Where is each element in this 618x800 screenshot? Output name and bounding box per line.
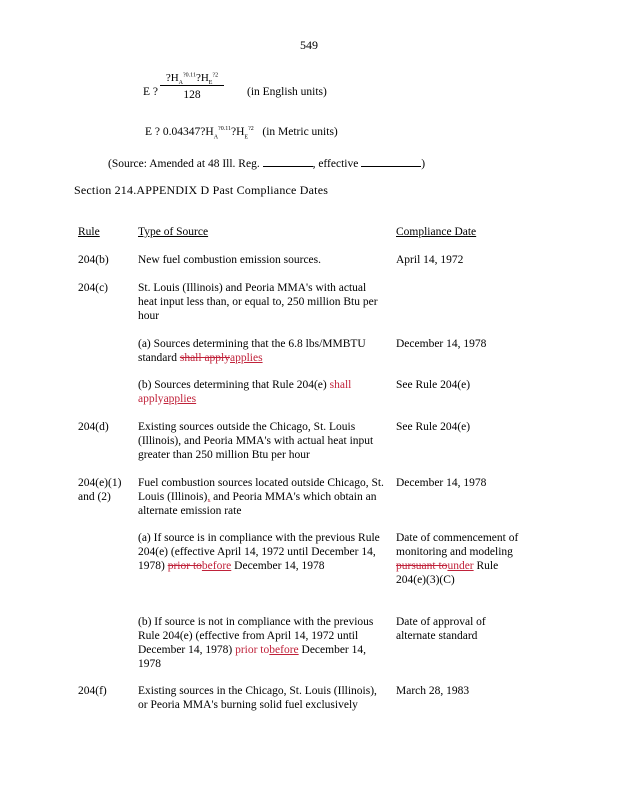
- row2-type: St. Louis (Illinois) and Peoria MMA's with actual heat input less than, or equal to, 250 million Btu per hour: [138, 282, 378, 322]
- row2b-date: See Rule 204(e): [396, 379, 471, 391]
- page-number: 549: [300, 38, 318, 52]
- row4b-type: (b) If source is not in compliance with the previous Rule 204(e) (effective from April 14, 1972 until December 14, 1978) prior tobefore December 14, 1978: [138, 616, 374, 670]
- section-title: Section 214.APPENDIX D Past Compliance Dates: [74, 183, 329, 197]
- source-note: (Source: Amended at 48 Ill. Reg. , effective ): [108, 158, 426, 170]
- row3-date: See Rule 204(e): [396, 421, 471, 433]
- row4-date: December 14, 1978: [396, 477, 487, 489]
- row5-date: March 28, 1983: [396, 685, 470, 697]
- row5-rule: 204(f): [78, 685, 107, 697]
- row4-type: Fuel combustion sources located outside Chicago, St. Louis (Illinois), and Peoria MMA's which obtain an alternate emission rate: [138, 477, 384, 517]
- formula-2: E ? $0.04347?H_A^{?0.11}?H_E^{?2}$ (in Metric units): [145, 126, 338, 141]
- row1-type: New fuel combustion emission sources.: [138, 254, 322, 266]
- header-date: Compliance Date: [396, 226, 477, 238]
- formula-1-denominator: 128: [183, 89, 201, 101]
- formula-1-numerator: $?H_A^{?0.11}?H_E^{?2}$: [160, 72, 224, 86]
- row2a-type: (a) Sources determining that the 6.8 lbs/MMBTU standard shall applyapplies: [138, 338, 366, 364]
- header-type: Type of Source: [138, 226, 209, 238]
- formula-1-lhs: E ?: [143, 86, 159, 98]
- row3-rule: 204(d): [78, 421, 109, 433]
- row4a-date: Date of commencement of monitoring and modeling pursuant tounder Rule 204(e)(3)(C): [396, 532, 519, 586]
- formula-1-fraction: [160, 72, 224, 101]
- row4b-date: Date of approval of alternate standard: [396, 616, 486, 642]
- formula-1-units: (in English units): [247, 86, 327, 98]
- row4a-type: (a) If source is in compliance with the previous Rule 204(e) (effective April 14, 1972 until December 14, 1978) prior tobefore December 14, 1978: [138, 532, 380, 572]
- row2b-type: (b) Sources determining that Rule 204(e) shall applyapplies: [138, 379, 352, 405]
- row5-type: Existing sources in the Chicago, St. Louis (Illinois), or Peoria MMA's burning solid fuel exclusively: [138, 685, 377, 711]
- row3-type: Existing sources outside the Chicago, St. Louis (Illinois), and Peoria MMA's with actual heat input greater than 250 million Btu per hour: [138, 421, 374, 461]
- header-rule: Rule: [78, 226, 100, 238]
- row1-rule: 204(b): [78, 254, 109, 266]
- row2a-date: December 14, 1978: [396, 338, 487, 350]
- row2-rule: 204(c): [78, 282, 109, 294]
- row4-rule: 204(e)(1) and (2): [78, 477, 122, 503]
- row1-date: April 14, 1972: [396, 254, 464, 266]
